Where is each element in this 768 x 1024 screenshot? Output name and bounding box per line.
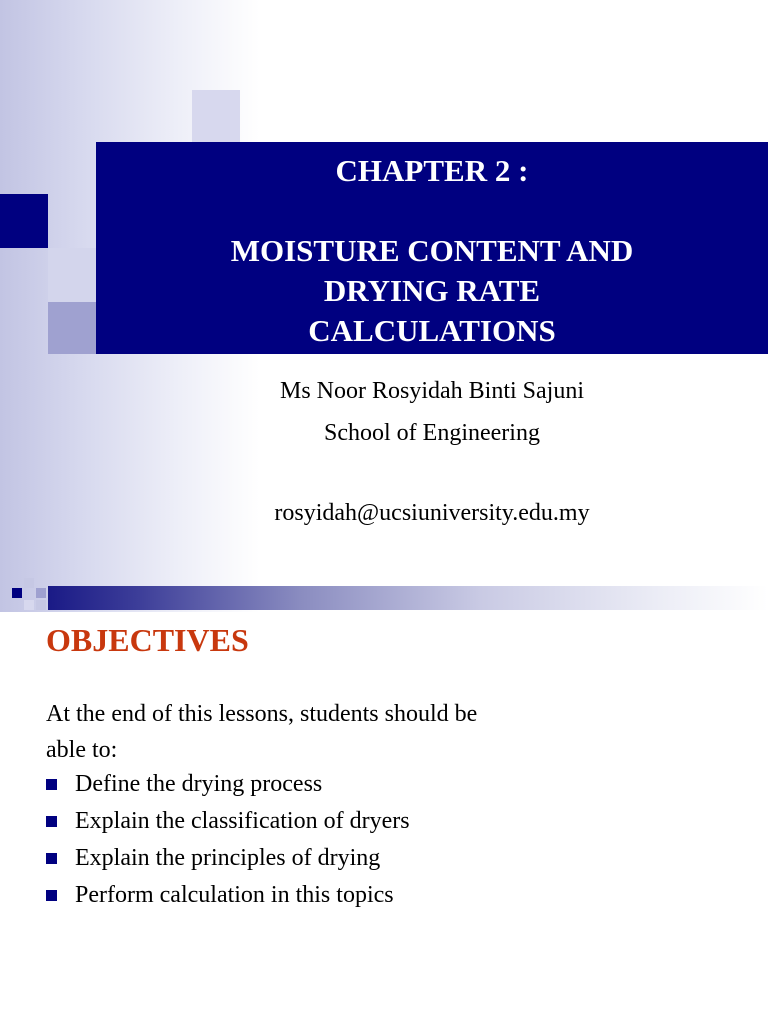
divider-square [36, 588, 46, 598]
list-item [46, 840, 410, 877]
chapter-title: CHAPTER 2 : [335, 153, 529, 188]
objective-text: Define the drying process [75, 771, 323, 797]
divider-square [36, 600, 46, 610]
title-band [96, 142, 768, 354]
department-name: School of Engineering [324, 420, 540, 446]
author-email: rosyidah@ucsiuniversity.edu.my [274, 500, 590, 526]
topic-title-line-3: CALCULATIONS [308, 313, 556, 348]
square-bullet-icon [46, 890, 57, 901]
list-item [46, 803, 410, 840]
objectives-heading: OBJECTIVES [46, 622, 249, 658]
list-item [46, 877, 410, 914]
divider-square [24, 578, 34, 588]
divider-square [24, 600, 34, 610]
objectives-intro: At the end of this lessons, students should be able to: [46, 701, 478, 763]
objective-text: Perform calculation in this topics [75, 882, 394, 908]
topic-title-line-2: DRYING RATE [323, 273, 541, 308]
decor-square [192, 90, 240, 142]
topic-title-line-1: MOISTURE CONTENT AND [230, 233, 634, 268]
objectives-slide [0, 612, 768, 1024]
list-item [46, 766, 410, 803]
objectives-list [46, 766, 410, 914]
author-name: Ms Noor Rosyidah Binti Sajuni [279, 378, 585, 404]
objective-text: Explain the principles of drying [75, 845, 381, 871]
decor-square [0, 194, 48, 248]
divider-bar [48, 586, 768, 610]
square-bullet-icon [46, 779, 57, 790]
objective-text: Explain the classification of dryers [75, 808, 410, 834]
divider-square [12, 588, 22, 598]
square-bullet-icon [46, 853, 57, 864]
decor-square [48, 302, 96, 354]
decor-square [48, 248, 96, 302]
square-bullet-icon [46, 816, 57, 827]
